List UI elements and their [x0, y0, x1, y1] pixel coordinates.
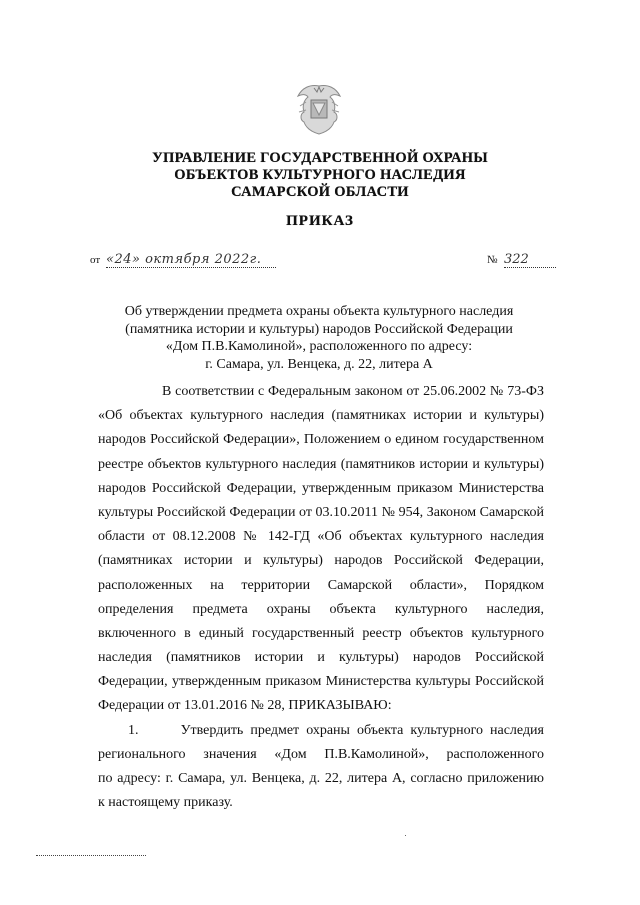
body-line: культуры Российской Федерации от 03.10.2011 № 954, Законом Самарской	[98, 504, 544, 520]
document-subject	[60, 303, 578, 373]
item-line: к настоящему приказу.	[98, 795, 233, 811]
subject-line: г. Самара, ул. Венцека, д. 22, литера А	[205, 356, 433, 372]
body-line: народов Российской Федерации, утвержденным приказом Министерства	[98, 480, 544, 496]
subject-line: «Дом П.В.Камолиной», расположенного по адресу:	[165, 339, 473, 354]
scan-speck	[405, 835, 406, 836]
org-line-2: ОБЪЕКТОВ КУЛЬТУРНОГО НАСЛЕДИЯ	[174, 167, 466, 183]
body-line: (памятниках истории и культуры) народов Российской Федерации,	[98, 553, 544, 569]
org-line-3: САМАРСКОЙ ОБЛАСТИ	[231, 184, 409, 200]
body-line: наследия (памятников истории и культуры) народов Российской	[98, 650, 544, 666]
body-line: области от 08.12.2008 № 142-ГД «Об объектах культурного наследия	[98, 529, 544, 545]
body-line: включенного в единый государственный реестр объектов культурного	[98, 625, 544, 641]
document-body	[98, 380, 544, 815]
subject-line: (памятника истории и культуры) народов Российской Федерации	[125, 321, 513, 337]
document-type: ПРИКАЗ	[286, 213, 354, 229]
date-number-row	[90, 248, 560, 270]
coat-of-arms-icon	[294, 82, 344, 136]
item-line: по адресу: г. Самара, ул. Венцека, д. 22, литера А, согласно приложению	[98, 771, 544, 786]
body-line: народов Российской Федерации», Положением о едином государственном	[98, 432, 544, 448]
number-prefix: №	[487, 254, 498, 266]
item-line: 1. Утвердить предмет охраны объекта культурного наследия	[128, 722, 544, 738]
footer-rule	[36, 855, 146, 856]
body-line: расположенных на территории Самарской области», Порядком	[98, 577, 544, 593]
body-line: «Об объектах культурного наследия (памятниках истории и культуры)	[98, 408, 544, 424]
body-line: Федерации от 13.01.2016 № 28, ПРИКАЗЫВАЮ:	[98, 698, 392, 714]
body-line: определения предмета охраны объекта культурного наследия,	[98, 601, 544, 617]
body-line: Федерации, утвержденным приказом Министерства культуры Российской	[98, 674, 544, 690]
date-value: «24» октября 2022г.	[106, 252, 276, 268]
item-line: регионального значения «Дом П.В.Камолиной», расположенного	[98, 746, 544, 762]
date-prefix: от	[90, 254, 101, 266]
subject-line: Об утверждении предмета охраны объекта культурного наследия	[124, 304, 514, 319]
body-line: В соответствии с Федеральным законом от 25.06.2002 № 73-ФЗ	[162, 384, 544, 399]
org-line-1: УПРАВЛЕНИЕ ГОСУДАРСТВЕННОЙ ОХРАНЫ	[152, 150, 488, 166]
number-value: 322	[504, 252, 556, 268]
body-line: реестре объектов культурного наследия (памятников истории и культуры)	[98, 456, 544, 472]
organization-name	[0, 150, 640, 201]
